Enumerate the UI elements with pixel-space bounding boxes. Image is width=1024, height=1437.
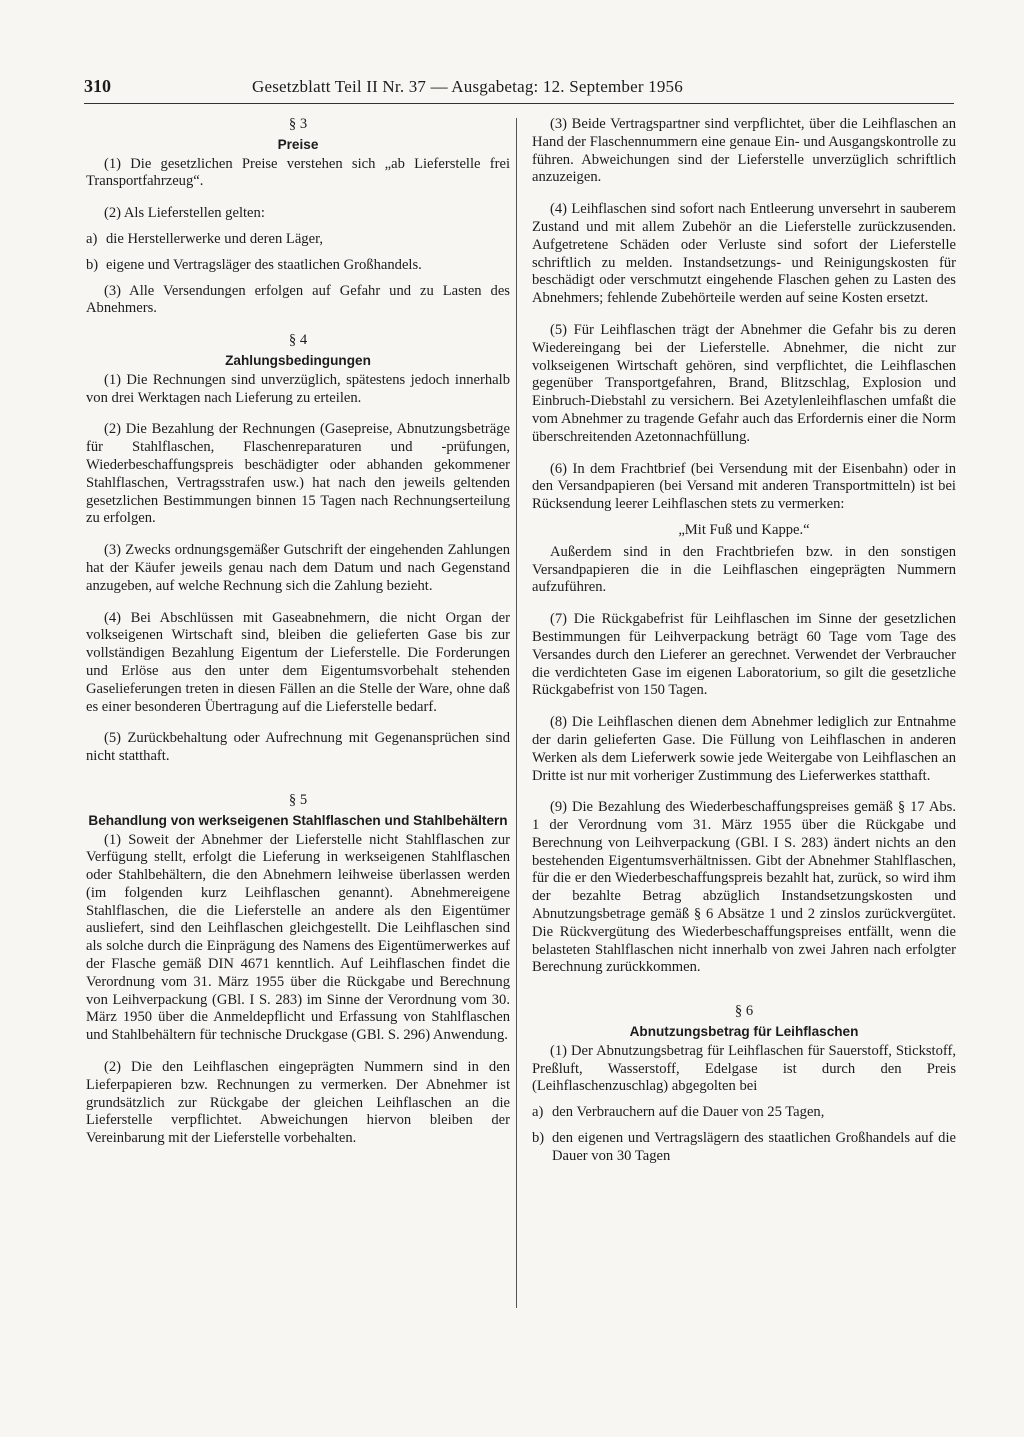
s6-item-b bbox=[532, 1130, 956, 1166]
right-column bbox=[532, 116, 956, 1174]
s5-paragraph-7: (7) Die Rückgabefrist für Leihflaschen im Sinne der gesetzlichen Bestimmungen für Leihverpackung beträgt 60 Tage vom Tage des Versandes durch den Lieferer an gerechnet. Verwendet der Verbraucher die verdichteten Gase im eigenen Laboratorium, so gilt die gesetzliche Rückgabefrist von 150 Tagen. bbox=[532, 611, 956, 699]
s3-paragraph-2: (2) Als Lieferstellen gelten: bbox=[104, 205, 265, 222]
s3-item-b-text: eigene und Vertragsläger des staatlichen Großhandels. bbox=[106, 256, 422, 273]
section-4-heading: § 4 bbox=[288, 332, 308, 349]
page-number: 310 bbox=[84, 76, 111, 96]
s3-paragraph-1: (1) Die gesetzlichen Preise verstehen sich „ab Lieferstelle frei Transportfahrzeug“. bbox=[86, 155, 510, 190]
s4-paragraph-2: (2) Die Bezahlung der Rechnungen (Gasepreise, Abnutzungsbeträge für Stahlflaschen, Flaschenreparaturen und -prüfungen, Wiederbeschaffungspreis beschädigter oder abhanden gekommener Stahlflaschen, Vertragsstrafen usw.) hat nach den jeweils geltenden gesetzlichen Bestimmungen binnen 15 Tagen nach Rechnungserteilung zu erfolgen. bbox=[86, 421, 510, 527]
section-4-title: Zahlungsbedingungen bbox=[225, 352, 371, 368]
section-6-heading: § 6 bbox=[734, 1003, 754, 1020]
s6-paragraph-1: (1) Der Abnutzungsbetrag für Leihflaschen für Sauerstoff, Stickstoff, Preßluft, Wasserstoff, Edelgase ist durch den Preis (Leihflaschenzuschlag) abgegolten bei bbox=[532, 1042, 956, 1095]
s5-paragraph-6: (6) In dem Frachtbrief (bei Versendung mit der Eisenbahn) oder in den Versandpapieren (bei Versand mit anderen Transportmitteln) ist bei Rücksendung leerer Leihflaschen stets zu vermerken: bbox=[532, 460, 956, 513]
s5-paragraph-1: (1) Soweit der Abnehmer der Lieferstelle nicht Stahlflaschen zur Verfügung stellt, erfolgt die Lieferung in werkseigenen Stahlflaschen oder Stahlbehältern, die den Abnehmern leihweise überlassen werden (im folgenden kurz Leihflaschen genannt). Abnehmereigene Stahlflaschen, die die Lieferstelle an andere als den Eigentümer ausliefert, sind den Leihflaschen gleichgestellt. Die Leihflaschen sind als solche durch die Einprägung des Namens des Eigentümerwerkes auf der Flasche gemäß DIN 4671 kenntlich. Auf Leihflaschen findet die Verordnung vom 31. März 1955 über die Rückgabe und Berechnung von Leihverpackung (GBl. I S. 283) im Sinne der Verordnung vom 30. März 1950 über die Anmeldepflicht und Erfassung von Stahlflaschen und Stahlbehältern für technische Druckgase (GBl. S. 296) Anwendung. bbox=[86, 831, 510, 1044]
s3-item-a-label: a) bbox=[86, 230, 98, 247]
s4-paragraph-1: (1) Die Rechnungen sind unverzüglich, spätestens jedoch innerhalb von drei Werktagen nach Lieferung zu erteilen. bbox=[86, 371, 510, 406]
header-title: Gesetzblatt Teil II Nr. 37 — Ausgabetag: 12. September 1956 bbox=[252, 77, 683, 96]
section-5-heading: § 5 bbox=[288, 791, 308, 808]
section-5-title: Behandlung von werkseigenen Stahlflaschen und Stahlbehältern bbox=[88, 812, 508, 828]
s3-item-b bbox=[86, 257, 510, 275]
header-rule bbox=[84, 103, 954, 104]
section-3-title: Preise bbox=[277, 136, 319, 152]
section-3-heading: § 3 bbox=[288, 116, 308, 132]
s4-paragraph-4: (4) Bei Abschlüssen mit Gaseabnehmern, die nicht Organ der volkseigenen Wirtschaft sind, bleiben die gelieferten Gase bis zur vollständigen Bezahlung Eigentum der Lieferstelle. Die Forderungen und Erlöse aus den unter dem Eigentumsvorbehalt stehenden Gaselieferungen treten in diesen Fällen an die Stelle der Ware, ohne daß es einer besonderen Übertragung auf die Lieferstelle bedarf. bbox=[86, 609, 510, 715]
s6-item-b-label: b) bbox=[532, 1130, 545, 1147]
s6-item-b-text: den eigenen und Vertragslägern des staatlichen Großhandels auf die Dauer von 30 Tagen bbox=[552, 1130, 956, 1164]
section-6-title: Abnutzungsbetrag für Leihflaschen bbox=[629, 1024, 859, 1040]
s5-paragraph-8: (8) Die Leihflaschen dienen dem Abnehmer lediglich zur Entnahme der darin gelieferten Gase. Die Füllung von Leihflaschen in anderen Werken als dem Lieferwerk sowie jede Weitergabe von Leihflaschen an Dritte ist nur mit vorheriger Zustimmung des Lieferwerkes statthaft. bbox=[532, 714, 956, 784]
s5-paragraph-5: (5) Für Leihflaschen trägt der Abnehmer die Gefahr bis zu deren Wiedereingang bei der Lieferstelle. Abnehmer, die nicht zur volkseigenen Wirtschaft gehören, sind verpflichtet, die Leihflaschen gegenüber Transportgefahren, Brand, Blitzschlag, Explosion und Einbruch-Diebstahl zu versichern. Bei Azetylenleihflaschen umfaßt die vom Abnehmer zu tragende Gefahr auch das Erfordernis einer die Norm überschreitenden Azetonnachfüllung. bbox=[532, 321, 956, 445]
column-divider bbox=[516, 118, 517, 1308]
s5-paragraph-9: (9) Die Bezahlung des Wiederbeschaffungspreises gemäß § 17 Abs. 1 der Verordnung vom 31. März 1955 über die Rückgabe und Berechnung von Leihverpackung (GBl. I S. 283) ändert nichts an den bestehenden Eigentumsverhältnissen. Gibt der Abnehmer Stahlflaschen, für die er den Wiederbeschaffungspreis bezahlt hat, zurück, so wird ihm der bezahlte Betrag abzüglich Instandsetzungskosten und Abnutzungsbetrage gemäß § 6 Absätze 1 und 2 zinslos zurückvergütet. Die Rückvergütung des Wiederbeschaffungspreises entfällt, wenn die belasteten Stahlflaschen nicht innerhalb von zwei Jahren nach erfolgter Berechnung zurückkommen. bbox=[532, 799, 956, 976]
s4-paragraph-5: (5) Zurückbehaltung oder Aufrechnung mit Gegenansprüchen sind nicht statthaft. bbox=[86, 730, 510, 765]
left-column bbox=[86, 116, 510, 1162]
s4-paragraph-3: (3) Zwecks ordnungsgemäßer Gutschrift der eingehenden Zahlungen hat der Käufer jeweils genau nach dem Datum und nach Gegenstand anzugeben, auf welche Rechnung sich die Zahlung bezieht. bbox=[86, 542, 510, 594]
s3-paragraph-3: (3) Alle Versendungen erfolgen auf Gefahr und zu Lasten des Abnehmers. bbox=[86, 282, 510, 317]
s5-paragraph-2: (2) Die den Leihflaschen eingeprägten Nummern sind in den Lieferpapieren bzw. Rechnungen zu vermerken. Der Abnehmer ist grundsätzlich zur Rückgabe der gleichen Leihflaschen an die Lieferstelle verpflichtet. Abweichungen hiervon bleiben der Vereinbarung mit der Lieferstelle vorbehalten. bbox=[86, 1059, 510, 1147]
s6-item-a bbox=[532, 1104, 956, 1122]
s3-item-a bbox=[86, 231, 510, 249]
s5-paragraph-6-quote: „Mit Fuß und Kappe.“ bbox=[678, 521, 810, 538]
s5-paragraph-4: (4) Leihflaschen sind sofort nach Entleerung unversehrt in sauberem Zustand und mit allem Zubehör an die Lieferstelle zurückzusenden. Aufgetretene Schäden oder Verluste sind sofort der Lieferstelle schriftlich zu melden. Instandsetzungs- und Reinigungskosten für beschädigt oder verschmutzt eingehende Flaschen gehen zu Lasten des Abnehmers; fehlende Zubehörteile werden auf seine Kosten ersetzt. bbox=[532, 201, 956, 307]
page-header bbox=[84, 76, 954, 106]
s3-item-b-label: b) bbox=[86, 256, 99, 273]
s6-item-a-label: a) bbox=[532, 1104, 544, 1121]
s5-paragraph-6-continued: Außerdem sind in den Frachtbriefen bzw. in den sonstigen Versandpapieren die in die Leihflaschen eingeprägten Nummern aufzuführen. bbox=[532, 543, 956, 596]
s3-item-a-text: die Herstellerwerke und deren Läger, bbox=[106, 230, 323, 247]
s5-paragraph-3: (3) Beide Vertragspartner sind verpflichtet, über die Leihflaschen an Hand der Flaschennummern eine genaue Ein- und Ausgangskontrolle zu führen. Abweichungen sind der Lieferstelle unverzüglich schriftlich anzuzeigen. bbox=[532, 116, 956, 186]
s6-item-a-text: den Verbrauchern auf die Dauer von 25 Tagen, bbox=[552, 1104, 825, 1121]
